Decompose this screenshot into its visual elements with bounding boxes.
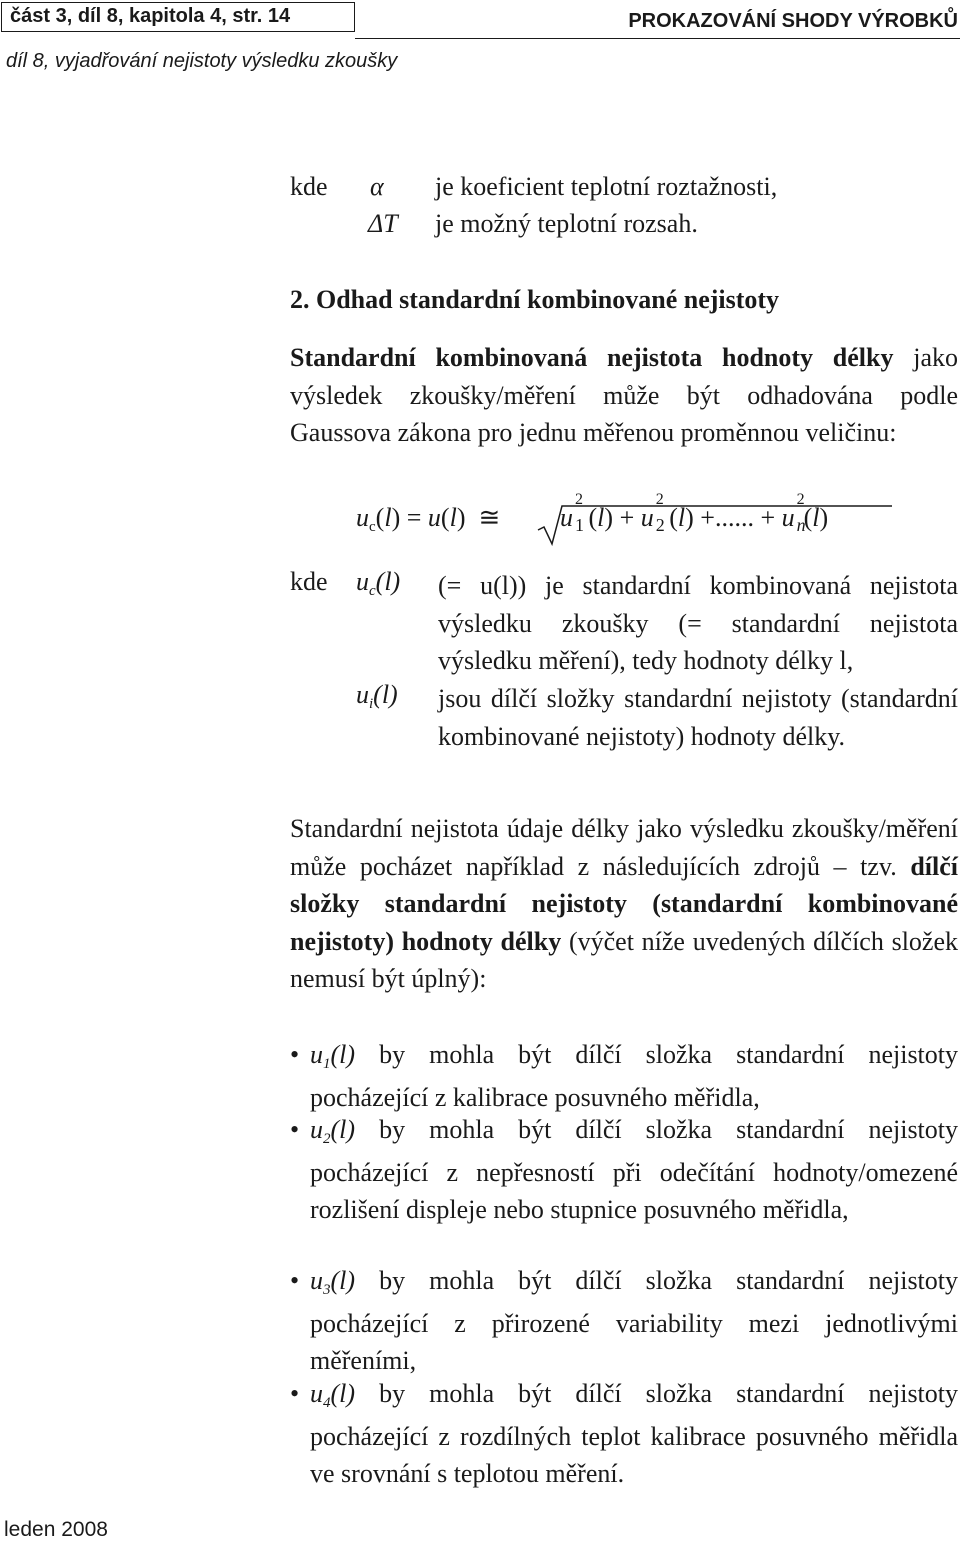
list-item: • u4(l) by mohla být dílčí složka standardní nejistoty pocházející z rozdílných teplot kalibrace posuvného měřidla ve srovnání s teplotou měření. (290, 1375, 958, 1487)
sources-text-2: (výčet níže uvedených dílčích složek nemusí být úplný): (290, 926, 959, 993)
definition-alpha: je koeficient teplotní roztažnosti, (435, 172, 778, 201)
bullet-icon: • (290, 1115, 300, 1144)
bullet-icon: • (290, 1040, 300, 1069)
bullet-icon: • (290, 1379, 300, 1408)
sqrt-content: u 2 1 (l) + u 2 2 (l) +...... + u 2 n(l) (560, 491, 829, 535)
list-item: • u2(l) by mohla být dílčí složka standardní nejistoty pocházející z nepřesností při odečítání hodnoty/omezené rozlišení displeje nebo stupnice posuvného měřidla, (290, 1111, 958, 1261)
symbol-ui: ui(l) (356, 680, 398, 712)
page-subtitle: díl 8, vyjadřování nejistoty výsledku zkoušky (6, 50, 398, 72)
header-rule (355, 38, 960, 39)
where-label: kde (290, 172, 328, 201)
sources-bold: dílčí složky standardní nejistoty (standardní kombinované nejistoty) hodnoty délky (290, 851, 958, 956)
definition-delta-t: je možný teplotní rozsah. (435, 209, 698, 238)
sources-paragraph (290, 810, 958, 998)
definition-uc: (= u(l)) je standardní kombinovaná nejistota výsledku zkoušky (= standardní nejistota výsledku měření), tedy hodnoty délky l, (438, 571, 958, 675)
sources-text-1: Standardní nejistota údaje délky jako výsledku zkoušky/měření může pocházet například z následujících zdrojů – tzv. (290, 814, 958, 881)
section-heading: 2. Odhad standardní kombinované nejistoty (290, 285, 780, 314)
symbol-delta-t: ΔT (368, 209, 398, 238)
intro-bold: Standardní kombinovaná nejistota hodnoty délky (290, 343, 894, 372)
where-label-2: kde (290, 567, 328, 596)
symbol-alpha: α (370, 172, 384, 201)
intro-paragraph (290, 339, 958, 452)
list-item: • u1(l) by mohla být dílčí složka standardní nejistoty pocházející z kalibrace posuvného měřidla, (290, 1036, 958, 1112)
bullet-icon: • (290, 1266, 300, 1295)
definition-ui: jsou dílčí složky standardní nejistoty (standardní kombinované nejistoty) hodnoty délky. (438, 684, 958, 751)
section-label: část 3, díl 8, kapitola 4, str. 14 (1, 2, 355, 32)
list-item: • u3(l) by mohla být dílčí složka standardní nejistoty pocházející z přirozené variability mezi jednotlivými měřeními, (290, 1262, 958, 1374)
page-title: PROKAZOVÁNÍ SHODY VÝROBKŮ (628, 10, 958, 32)
intro-text: jako výsledek zkoušky/měření může být odhadována podle Gaussova zákona pro jednu měřenou proměnnou veličinu: (290, 343, 958, 447)
gauss-formula: uc(l) = u(l) ≅ (356, 503, 501, 535)
symbol-uc: uc(l) (356, 567, 401, 599)
footer-date: leden 2008 (4, 1518, 108, 1541)
